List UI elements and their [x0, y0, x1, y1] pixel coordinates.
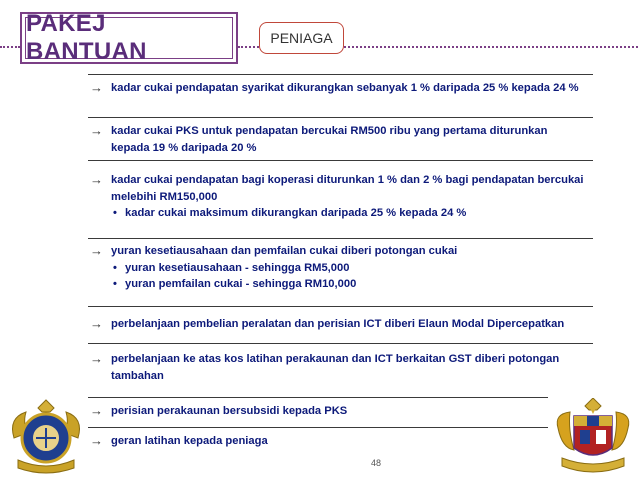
coat-of-arms-icon: [552, 398, 634, 476]
page-title: PAKEJ BANTUAN: [25, 17, 233, 59]
list-item: [90, 351, 585, 384]
right-arrow-icon: →: [90, 433, 103, 448]
list-item: [90, 316, 585, 333]
list-item-text: yuran kesetiausahaan dan pemfailan cukai diberi potongan cukai: [111, 245, 458, 257]
right-arrow-icon: →: [90, 316, 103, 331]
list-item: [90, 172, 585, 222]
header-dotted-line-middle: [238, 46, 259, 48]
list-item: [90, 123, 585, 156]
list-item-text: kadar cukai PKS untuk pendapatan bercukai RM500 ribu yang pertama diturunkan kepada 19 % daripada 20 %: [111, 125, 548, 154]
list-item-text: kadar cukai pendapatan syarikat dikurangkan sebanyak 1 % daripada 25 % kepada 24 %: [111, 82, 579, 94]
list-item-text: geran latihan kepada peniaga: [111, 435, 268, 447]
right-arrow-icon: →: [90, 172, 103, 187]
divider: [88, 117, 593, 118]
header-dotted-line-right: [344, 46, 638, 48]
list-item: [90, 433, 585, 450]
right-arrow-icon: →: [90, 123, 103, 138]
category-tag: PENIAGA: [259, 22, 344, 54]
page-number: 48: [371, 458, 382, 468]
sub-list-item-text: yuran pemfailan cukai - sehingga RM10,000: [125, 278, 357, 290]
divider: [88, 160, 593, 161]
bullet-icon: •: [113, 207, 117, 219]
bullet-icon: •: [113, 278, 117, 290]
sub-list-item: [113, 276, 585, 293]
divider: [88, 238, 593, 239]
divider: [88, 397, 548, 398]
list-item-text: perisian perakaunan bersubsidi kepada PKS: [111, 405, 348, 417]
sub-list-item-text: yuran kesetiausahaan - sehingga RM5,000: [125, 261, 350, 274]
list-item: [90, 403, 585, 420]
sub-list-item: [113, 205, 585, 222]
sub-list-item-text: kadar cukai maksimum dikurangkan daripada 25 % kepada 24 %: [125, 207, 467, 219]
header-dotted-line-left: [0, 46, 20, 48]
title-box: [20, 12, 238, 64]
divider: [88, 74, 593, 75]
list-item-text: perbelanjaan ke atas kos latihan perakaunan dan ICT berkaitan GST diberi potongan tambahan: [111, 353, 560, 382]
right-arrow-icon: →: [90, 243, 103, 258]
right-arrow-icon: →: [90, 403, 103, 418]
bullet-icon: •: [113, 261, 117, 274]
list-item-text: perbelanjaan pembelian peralatan dan perisian ICT diberi Elaun Modal Dipercepatkan: [111, 318, 565, 330]
right-arrow-icon: →: [90, 351, 103, 366]
list-item: [90, 243, 585, 293]
list-item-text: kadar cukai pendapatan bagi koperasi diturunkan 1 % dan 2 % bagi pendapatan bercukai melebihi RM150,000: [111, 174, 584, 203]
divider: [88, 306, 593, 307]
divider: [88, 427, 548, 428]
divider: [88, 343, 593, 344]
list-item: [90, 80, 585, 97]
sub-list-item: [113, 260, 585, 277]
customs-emblem-icon: [4, 398, 88, 476]
right-arrow-icon: →: [90, 80, 103, 95]
